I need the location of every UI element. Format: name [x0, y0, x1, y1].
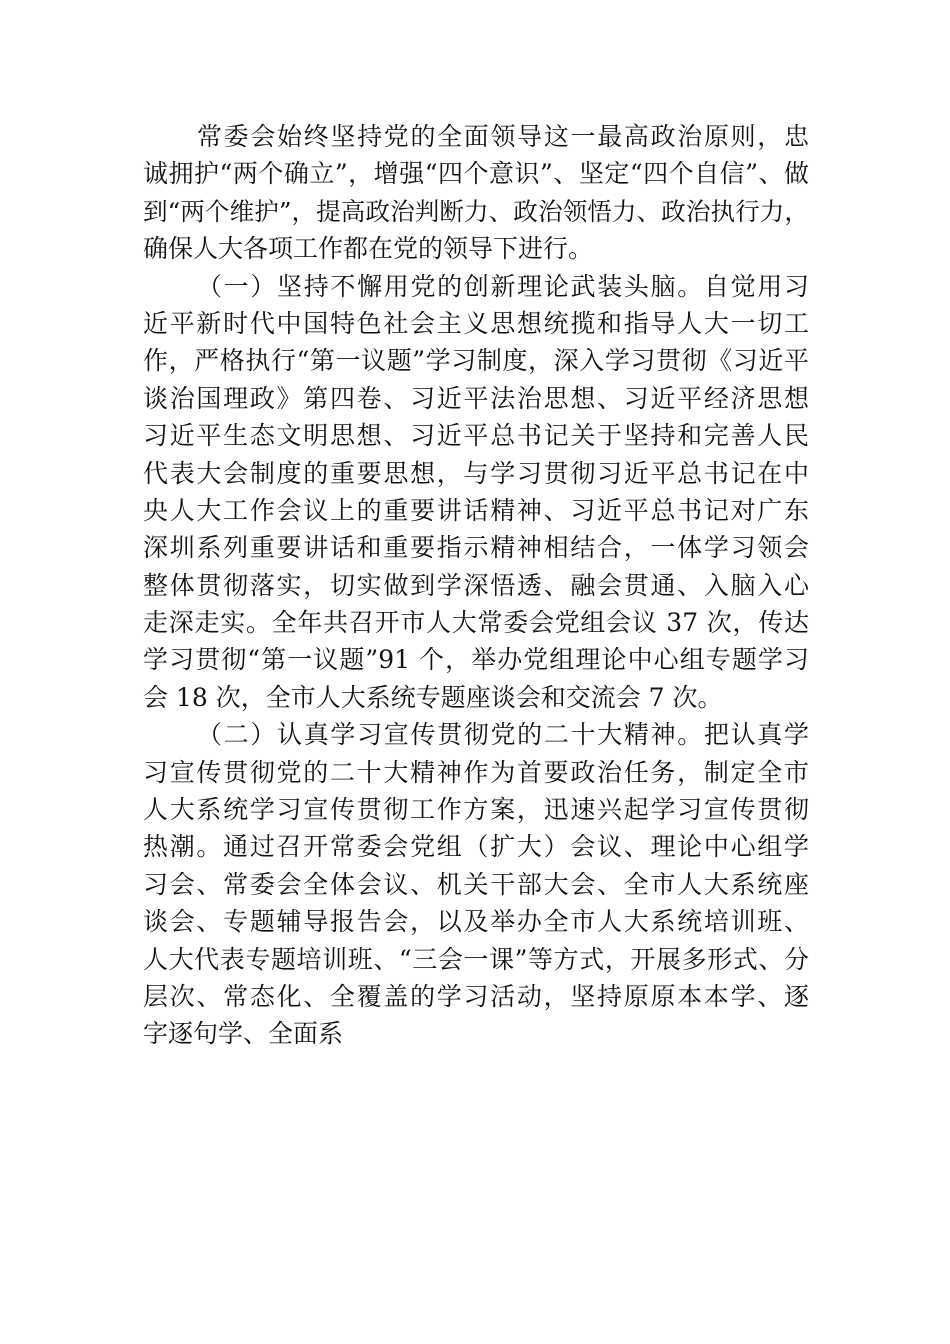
text-line: 会 18 次，全市人大系统专题座谈会和交流会 7 次。 [143, 682, 723, 712]
text-line: 习近平生态文明思想、习近平总书记关于坚持和完善人民 [143, 421, 809, 451]
text-line: 热潮。通过召开常委会党组（扩大）会议、理论中心组学 [143, 832, 809, 862]
text-line: （二）认真学习宣传贯彻党的二十大精神。把认真学 [197, 720, 809, 750]
text-line: 到“两个维护”，提高政治判断力、政治领悟力、政治执行力， [143, 196, 809, 226]
text-line: 深圳系列重要讲话和重要指示精神相结合，一体学习领会 [143, 533, 809, 563]
text-line: 近平新时代中国特色社会主义思想统揽和指导人大一切工 [143, 308, 809, 338]
text-line: 人大系统学习宣传贯彻工作方案，迅速兴起学习宣传贯彻 [143, 795, 809, 825]
paragraph-section-2 [143, 716, 809, 1053]
text-line: 字逐句学、全面系 [143, 1019, 344, 1049]
text-line: 学习贯彻“第一议题”91 个，举办党组理论中心组专题学习 [143, 645, 809, 675]
text-line: 确保人大各项工作都在党的领导下进行。 [143, 234, 594, 264]
text-line: 整体贯彻落实，切实做到学深悟透、融会贯通、入脑入心 [143, 570, 809, 600]
text-line: 央人大工作会议上的重要讲话精神、习近平总书记对广东 [143, 495, 809, 525]
text-line: 诚拥护“两个确立”，增强“四个意识”、坚定“四个自信”、做 [143, 159, 809, 189]
text-line: 走深走实。全年共召开市人大常委会党组会议 37 次，传达 [143, 608, 809, 638]
text-line: （一）坚持不懈用党的创新理论武装头脑。自觉用习 [197, 271, 809, 301]
text-line: 层次、常态化、全覆盖的学习活动，坚持原原本本学、逐 [143, 981, 809, 1011]
text-line: 人大代表专题培训班、“三会一课”等方式，开展多形式、分 [143, 944, 809, 974]
text-line: 谈治国理政》第四卷、习近平法治思想、习近平经济思想 [143, 383, 809, 413]
text-line: 常委会始终坚持党的全面领导这一最高政治原则，忠 [197, 122, 809, 151]
text-line: 代表大会制度的重要思想，与学习贯彻习近平总书记在中 [143, 458, 809, 488]
text-line: 谈会、专题辅导报告会，以及举办全市人大系统培训班、 [143, 907, 809, 937]
paragraph-intro [143, 118, 809, 268]
text-line: 作，严格执行“第一议题”学习制度，深入学习贯彻《习近平 [143, 346, 809, 376]
paragraph-section-1 [143, 268, 809, 717]
text-line: 习会、常委会全体会议、机关干部大会、全市人大系统座 [143, 869, 809, 899]
text-line: 习宣传贯彻党的二十大精神作为首要政治任务，制定全市 [143, 757, 809, 787]
document-body [143, 118, 809, 1053]
